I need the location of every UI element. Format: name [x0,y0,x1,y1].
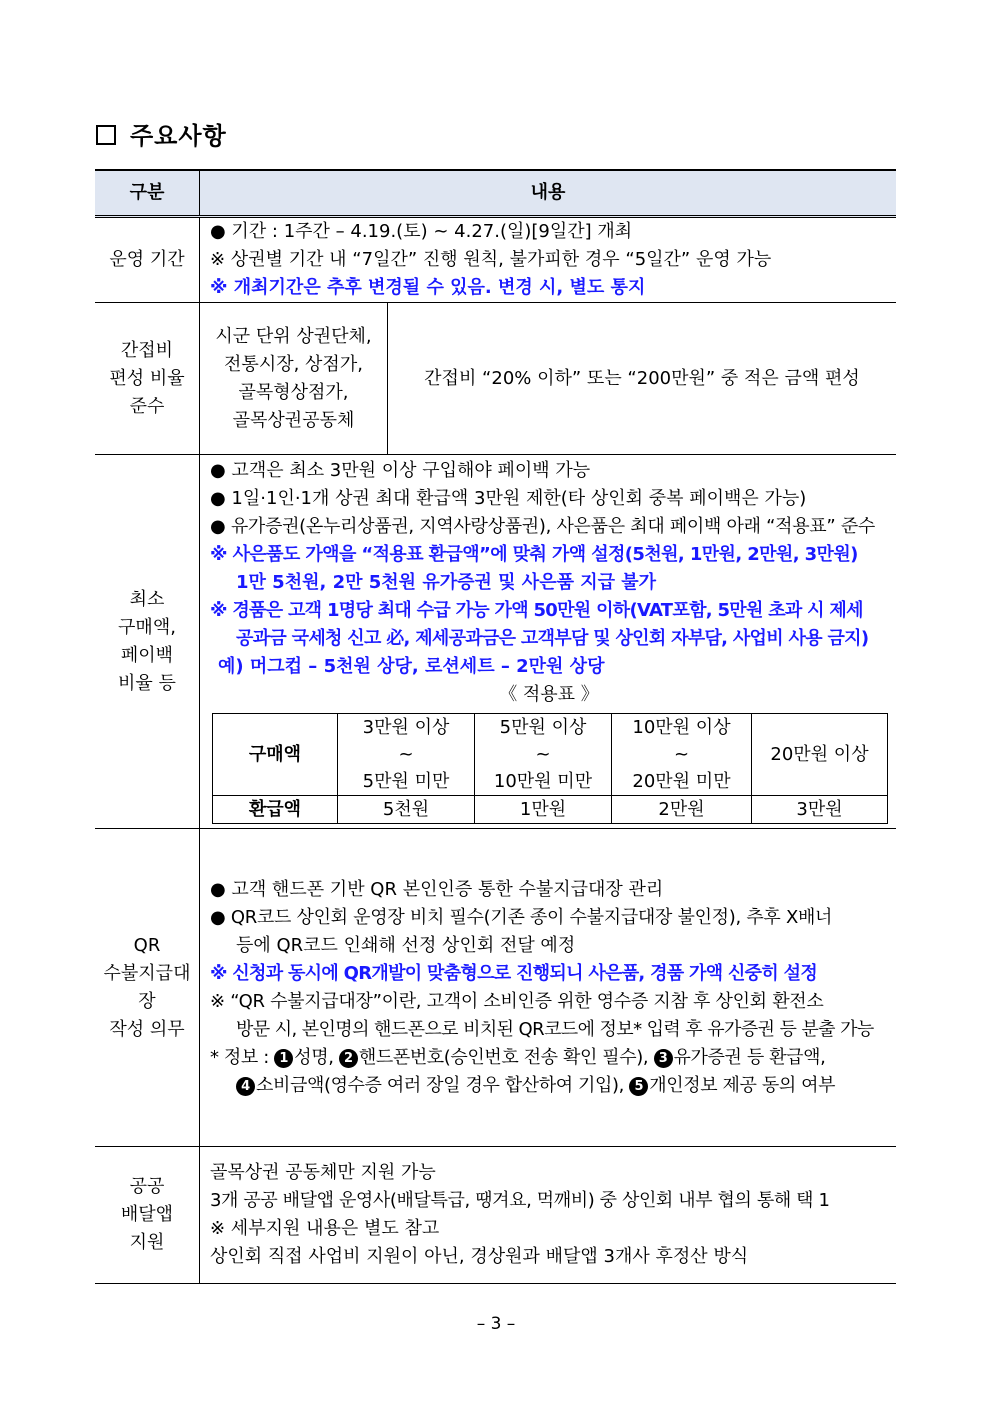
rule-label-purchase: 구매액 [213,714,338,796]
rule-refund-1: 5천원 [338,796,475,824]
range-to: 5만원 미만 [362,771,450,792]
range-from: 5만원 이상 [499,717,587,738]
list-item: ※ 신청과 동시에 QR개발이 맞춤형으로 진행되니 사은품, 경품 가액 신중히 설정 [210,962,818,984]
rule-refund-4: 3만원 [752,796,888,824]
list-item: ● 고객 핸드폰 기반 QR 본인인증 통한 수불지급대장 관리 [210,878,664,900]
list-item: ※ 개최기간은 추후 변경될 수 있음. 변경 시, 별도 통지 [210,277,646,298]
row-label-indirect [95,303,200,455]
label-line: 페이백 [120,644,174,666]
header-category: 구분 [95,170,200,217]
info-item: 개인정보 제공 동의 여부 [649,1074,836,1096]
checkbox-square-icon [96,125,116,145]
table-row-delivery [95,1147,896,1284]
section-title-text: 주요사항 [130,122,227,150]
header-content: 내용 [200,170,897,217]
row-content-payback [200,455,897,829]
circled-number-icon: 2 [339,1049,358,1068]
target-line: 골목상권공동체 [232,409,355,431]
label-line: 최소 [129,588,165,610]
list-item: ※ “QR 수불지급대장”이란, 고객이 소비인증 위한 영수증 지참 후 상인회 환전소 [210,990,824,1012]
list-item: ※ 세부지원 내용은 별도 참고 [210,1218,440,1239]
label-line: 지원 [129,1232,165,1253]
rule-table [212,713,888,824]
label-line: 공공 [129,1176,165,1197]
main-table [95,169,896,1284]
range-tilde: ~ [535,744,551,765]
label-line: QR [133,934,161,956]
rule-refund-3: 2만원 [612,796,752,824]
label-line: 비율 등 [118,672,176,694]
rule-table-row-refund [213,796,888,824]
info-item: 핸드폰번호(승인번호 전송 확인 필수), [358,1046,649,1068]
list-item: 상인회 직접 사업비 지원이 아닌, 경상원과 배달앱 3개사 후정산 방식 [210,1246,749,1267]
label-line: 배달앱 [120,1204,174,1225]
label-line: 작성 의무 [109,1018,185,1040]
indirect-target [200,303,388,454]
list-item: 등에 QR코드 인쇄해 선정 상인회 전달 예정 [236,934,576,956]
label-line: 간접비 [120,339,174,361]
list-item: 3개 공공 배달앱 운영사(배달특급, 땡겨요, 먹깨비) 중 상인회 내부 협의 통해 택 1 [210,1190,830,1211]
table-header-row [95,170,896,217]
row-label-delivery [95,1147,200,1284]
label-line: 준수 [129,395,165,417]
label-line: 편성 비율 [109,367,185,389]
rule-range-1 [338,714,475,796]
info-line-2 [210,1072,888,1100]
list-item: ● 고객은 최소 3만원 이상 구입해야 페이백 가능 [210,460,591,481]
range-tilde: ~ [398,744,414,765]
circled-number-icon: 1 [274,1049,293,1068]
rule-label-refund: 환급액 [213,796,338,824]
list-item: ● QR코드 상인회 운영장 비치 필수(기존 종이 수불지급대장 불인정), 추후 X배너 [210,906,833,928]
indirect-content: 간접비 “20% 이하” 또는 “200만원” 중 적은 금액 편성 [388,303,897,454]
list-item: ● 1일·1인·1개 상권 최대 환급액 3만원 제한(타 상인회 중복 페이백은 가능) [210,488,807,509]
list-item: 1만 5천원, 2만 5천원 유가증권 및 사은품 지급 불가 [236,572,657,593]
row-content-period [200,217,897,303]
target-line: 골목형상점가, [238,381,349,403]
circled-number-icon: 3 [654,1049,673,1068]
rule-range-3 [612,714,752,796]
rule-range-2 [475,714,612,796]
list-item: 방문 시, 본인명의 핸드폰으로 비치된 QR코드에 정보* 입력 후 유가증권 등 분출 가능 [236,1018,874,1040]
rule-range-4: 20만원 이상 [752,714,888,796]
table-row-period [95,217,896,303]
info-line-1 [210,1044,888,1072]
list-item: ※ 경품은 고객 1명당 최대 수급 가능 가액 50만원 이하(VAT포함, 5만원 초과 시 제세 [210,600,863,621]
list-item: 예) 머그컵 – 5천원 상당, 로션세트 – 2만원 상당 [218,656,605,677]
indirect-inner-table [200,303,896,454]
list-item: ● 유가증권(온누리상품권, 지역사랑상품권), 사은품은 최대 페이백 아래 “적용표” 준수 [210,516,876,537]
range-tilde: ~ [673,744,690,765]
range-from: 10만원 이상 [632,717,731,738]
circled-number-icon: 4 [236,1077,255,1096]
info-item: 성명, [294,1046,334,1068]
row-content-indirect [200,303,897,455]
info-item: 유가증권 등 환급액, [673,1046,826,1068]
circled-number-icon: 5 [629,1077,648,1096]
list-item: 공과금 국세청 신고 必, 제세공과금은 고객부담 및 상인회 자부담, 사업비 사용 금지) [236,628,869,649]
rule-refund-2: 1만원 [475,796,612,824]
list-item: 골목상권 공동체만 지원 가능 [210,1162,436,1183]
section-title [96,116,227,151]
rule-table-row-purchase [213,714,888,796]
table-row-payback [95,455,896,829]
range-to: 10만원 미만 [493,771,593,792]
list-item: ※ 사은품도 가액을 “적용표 환급액”에 맞춰 가액 설정(5천원, 1만원, 2만원, 3만원) [210,544,858,565]
row-label-period: 운영 기간 [95,217,200,303]
row-content-delivery [200,1147,897,1284]
label-line: 구매액, [118,616,176,638]
page-number: – 3 – [476,1314,516,1334]
info-item: 소비금액(영수증 여러 장일 경우 합산하여 기입), [256,1074,624,1096]
list-item: ● 기간 : 1주간 – 4.19.(토) ~ 4.27.(일)[9일간] 개최 [210,221,633,242]
range-to: 20만원 미만 [632,771,731,792]
table-row-indirect [95,303,896,455]
rule-table-caption: 《 적용표 》 [499,684,599,705]
row-label-qr [95,829,200,1147]
row-label-payback [95,455,200,829]
range-from: 3만원 이상 [362,717,450,738]
list-item: ※ 상권별 기간 내 “7일간” 진행 원칙, 불가피한 경우 “5일간” 운영 가능 [210,249,772,270]
target-line: 전통시장, 상점가, [224,353,363,375]
target-line: 시군 단위 상권단체, [215,325,372,347]
row-content-qr [200,829,897,1147]
label-line: 수불지급대장 [103,962,191,1012]
info-prefix: * 정보 : [210,1046,269,1068]
table-row-qr [95,829,896,1147]
